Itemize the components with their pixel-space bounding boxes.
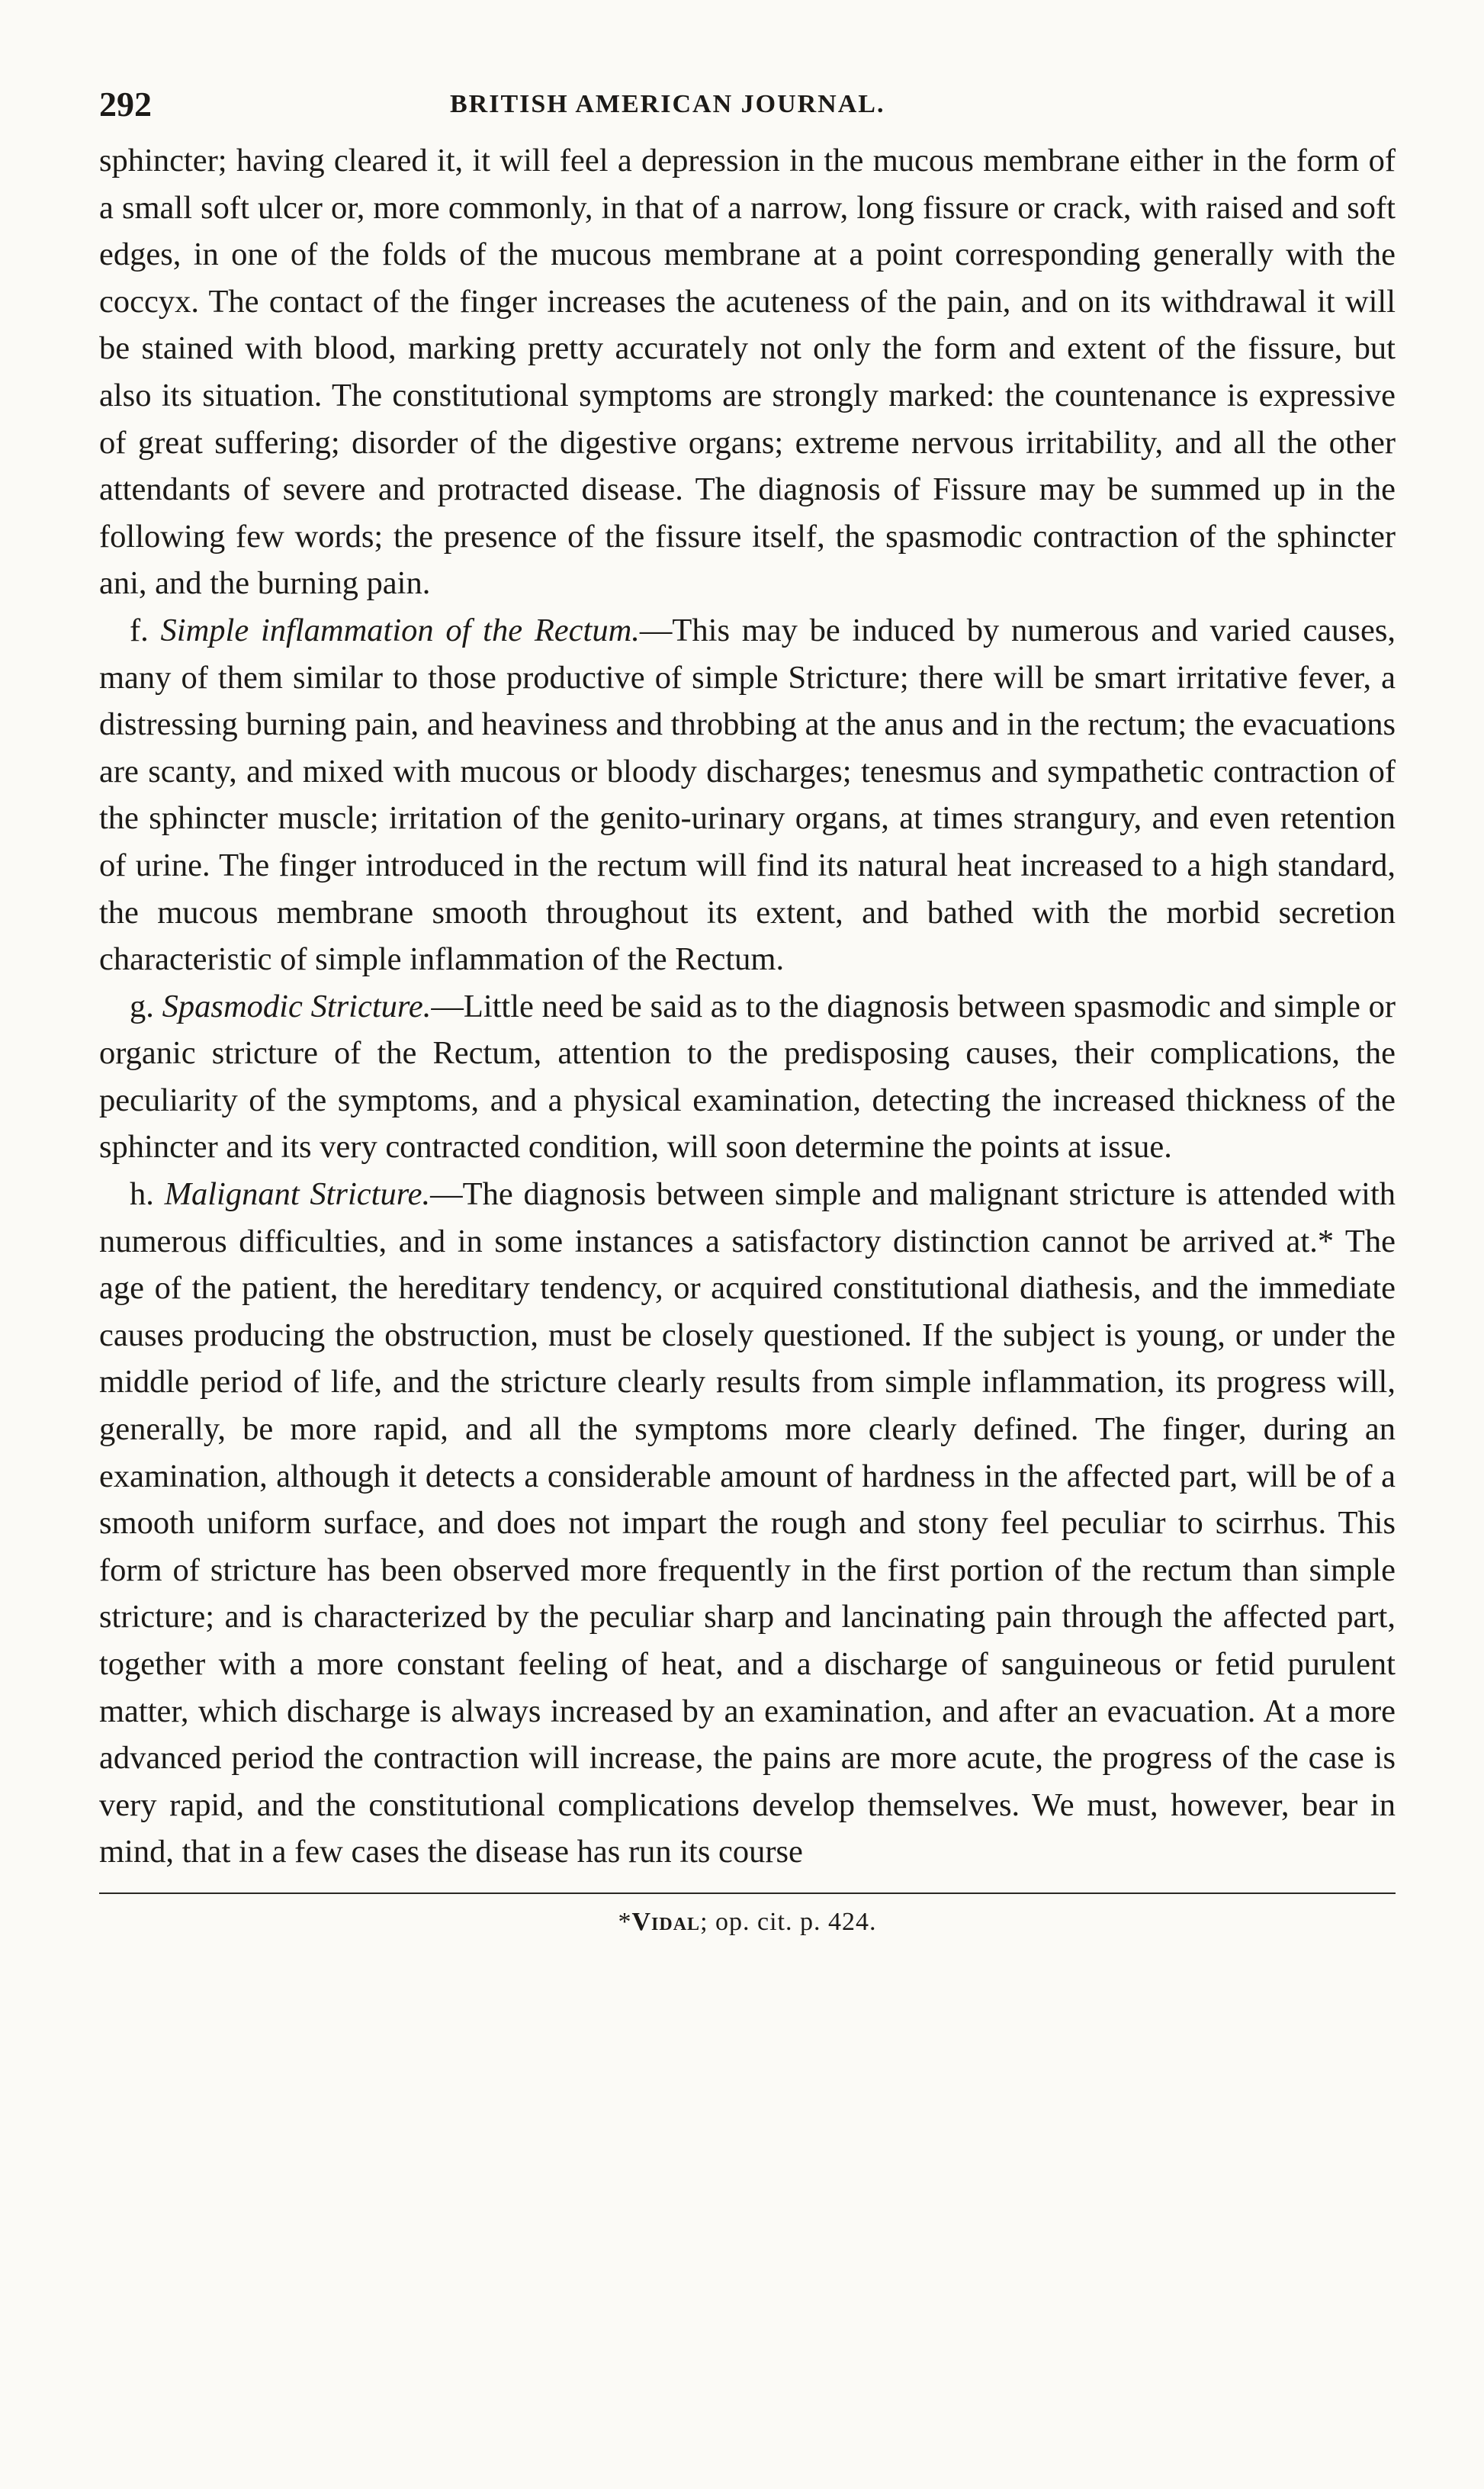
paragraph-text: sphincter; having cleared it, it will feel a depression in the mucous membrane either in the form of a small soft ulcer or, more commonly, in that of a narrow, long fissure or crack, with raised and soft edges, in one of the folds of the mucous membrane at a point corresponding generally with the coccyx. The contact of the finger increases the acuteness of the pain, and on its withdrawal it will be stained with blood, marking pretty accurately not only the form and extent of the fissure, but also its situation. The constitutional symptoms are strongly marked: the countenance is expressive of great suffering; disorder of the digestive organs; extreme nervous irritability, and all the other attendants of severe and protracted disease. The diagnosis of Fissure may be summed up in the following few words; the presence of the fissure itself, the spasmodic contraction of the sphincter ani, and the burning pain.: [99, 143, 1396, 602]
paragraph-spasmodic-stricture: [99, 983, 1396, 1171]
footnote-citation: ; op. cit. p. 424.: [700, 1907, 877, 1936]
footnote: [99, 1908, 1396, 1937]
section-title: Spasmodic Stricture.: [162, 988, 432, 1024]
section-letter: g.: [130, 988, 162, 1024]
section-letter: h.: [130, 1176, 165, 1213]
section-letter: f.: [130, 612, 161, 648]
page-number: 292: [99, 85, 152, 124]
running-head: BRITISH AMERICAN JOURNAL.: [450, 90, 885, 118]
paragraph-malignant-stricture: [99, 1171, 1396, 1876]
paragraph-text: —Little need be said as to the diagnosis between spasmodic and simple or organic stricture of the Rectum, attention to the predisposing causes, their complications, the peculiarity of the symptoms, and a physical examination, detecting the increased thickness of the sphincter and its very contracted condition, will soon determine the points at issue.: [99, 988, 1396, 1166]
body-text: [99, 137, 1396, 1876]
footnote-marker: *: [618, 1907, 632, 1936]
paragraph-simple-inflammation: [99, 607, 1396, 983]
paragraph-text: —The diagnosis between simple and malignant stricture is attended with numerous difficulties, and in some instances a satisfactory distinction cannot be arrived at.* The age of the patient, the hereditary tendency, or acquired constitutional diathesis, and the immediate causes producing the obstruction, must be closely questioned. If the subject is young, or under the middle period of life, and the stricture clearly results from simple inflammation, its progress will, generally, be more rapid, and all the symptoms more clearly defined. The finger, during an examination, although it detects a considerable amount of hardness in the affected part, will be of a smooth uniform surface, and does not impart the rough and stony feel peculiar to scirrhus. This form of stricture has been observed more frequently in the first portion of the rectum than simple stricture; and is characterized by the peculiar sharp and lancinating pain through the affected part, together with a more constant feeling of heat, and a discharge of sanguineous or fetid purulent matter, which discharge is always increased by an examination, and after an evacuation. At a more advanced period the contraction will increase, the pains are more acute, the progress of the case is very rapid, and the constitutional complications develop themselves. We must, however, bear in mind, that in a few cases the disease has run its course: [99, 1176, 1396, 1870]
section-title: Malignant Stricture.: [164, 1176, 431, 1213]
journal-page: [99, 76, 1396, 1937]
paragraph-text: —This may be induced by numerous and varied causes, many of them similar to those productive of simple Stricture; there will be smart irritative fever, a distressing burning pain, and heaviness and throbbing at the anus and in the rectum; the evacuations are scanty, and mixed with mucous or bloody discharges; tenesmus and sympathetic contraction of the sphincter muscle; irritation of the genito-urinary organs, at times strangury, and even retention of urine. The finger introduced in the rectum will find its natural heat increased to a high standard, the mucous membrane smooth throughout its extent, and bathed with the morbid secretion characteristic of simple inflammation of the Rectum.: [99, 612, 1396, 978]
page-header: [99, 76, 1396, 137]
footnote-rule: [99, 1892, 1396, 1894]
section-title: Simple inflammation of the Rectum.: [160, 612, 640, 648]
paragraph-fissure-diagnosis: [99, 137, 1396, 607]
footnote-author: Vidal: [631, 1907, 701, 1936]
